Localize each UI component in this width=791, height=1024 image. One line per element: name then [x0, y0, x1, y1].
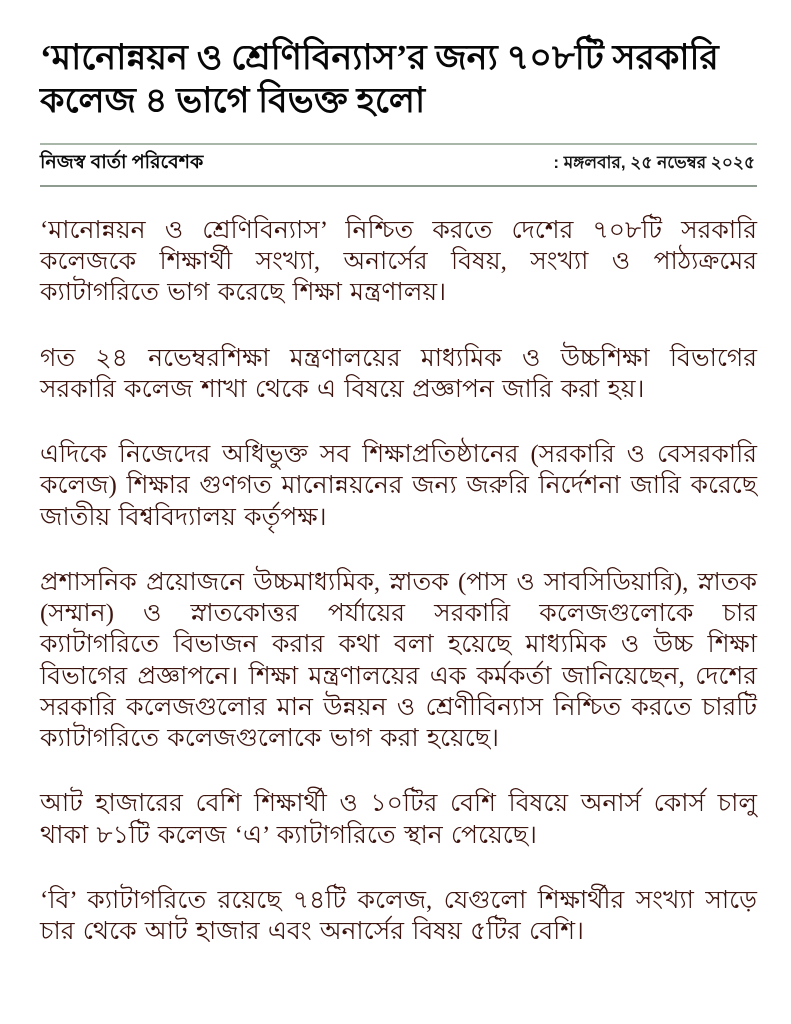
paragraph-2: গত ২৪ নভেম্বরশিক্ষা মন্ত্রণালয়ের মাধ্যমিক ও উচ্চশিক্ষা বিভাগের সরকারি কলেজ শাখা থেকে এ বিষয়ে প্রজ্ঞাপন জারি করা হয়। [40, 344, 757, 403]
paragraph-4: প্রশাসনিক প্রয়োজনে উচ্চমাধ্যমিক, স্নাতক (পাস ও সাবসিডিয়ারি), স্নাতক (সম্মান) ও স্নাতকোত্তর পর্যায়ের সরকারি কলেজগুলোকে চার ক্যাটাগরিতে বিভাজন করার কথা বলা হয়েছে মাধ্যমিক ও উচ্চ শিক্ষা বিভাগের প্রজ্ঞাপনে। শিক্ষা মন্ত্রণালয়ের এক কর্মকর্তা জানিয়েছেন, দেশের সরকারি কলেজগুলোর মান উন্নয়ন ও শ্রেণীবিন্যাস নিশ্চিত করতে চারটি ক্যাটাগরিতে কলেজগুলোকে ভাগ করা হয়েছে। [40, 568, 757, 753]
paragraph-1: ‘মানোন্নয়ন ও শ্রেণিবিন্যাস’ নিশ্চিত করতে দেশের ৭০৮টি সরকারি কলেজকে শিক্ষার্থী সংখ্যা, অনার্সের বিষয়, সংখ্যা ও পাঠ্যক্রমের ক্যাটাগরিতে ভাগ করেছে শিক্ষা মন্ত্রণালয়। [40, 216, 757, 307]
paragraph-3: এদিকে নিজেদের অধিভুক্ত সব শিক্ষাপ্রতিষ্ঠানের (সরকারি ও বেসরকারি কলেজ) শিক্ষার গুণগত মানোন্নয়নের জন্য জরুরি নির্দেশনা জারি করেছে জাতীয় বিশ্ববিদ্যালয় কর্তৃপক্ষ। [40, 441, 757, 531]
paragraph-5: আট হাজারের বেশি শিক্ষার্থী ও ১০টির বেশি বিষয়ে অনার্স কোর্স চালু থাকা ৮১টি কলেজ ‘এ’ ক্যাটাগরিতে স্থান পেয়েছে। [40, 790, 757, 849]
byline-date: : মঙ্গলবার, ২৫ নভেম্বর ২০২৫ [553, 152, 755, 172]
byline-bar [40, 143, 757, 187]
paragraph-6: ‘বি’ ক্যাটাগরিতে রয়েছে ৭৪টি কলেজ, যেগুলো শিক্ষার্থীর সংখ্যা সাড়ে চার থেকে আট হাজার এবং অনার্সের বিষয় ৫টির বেশি। [40, 886, 757, 946]
article-headline: ‘মানোন্নয়ন ও শ্রেণিবিন্যাস’র জন্য ৭০৮টি সরকারি কলেজ ৪ ভাগে বিভক্ত হলো [40, 38, 719, 121]
article-body [40, 215, 757, 948]
byline-reporter: নিজস্ব বার্তা পরিবেশক [40, 151, 204, 173]
